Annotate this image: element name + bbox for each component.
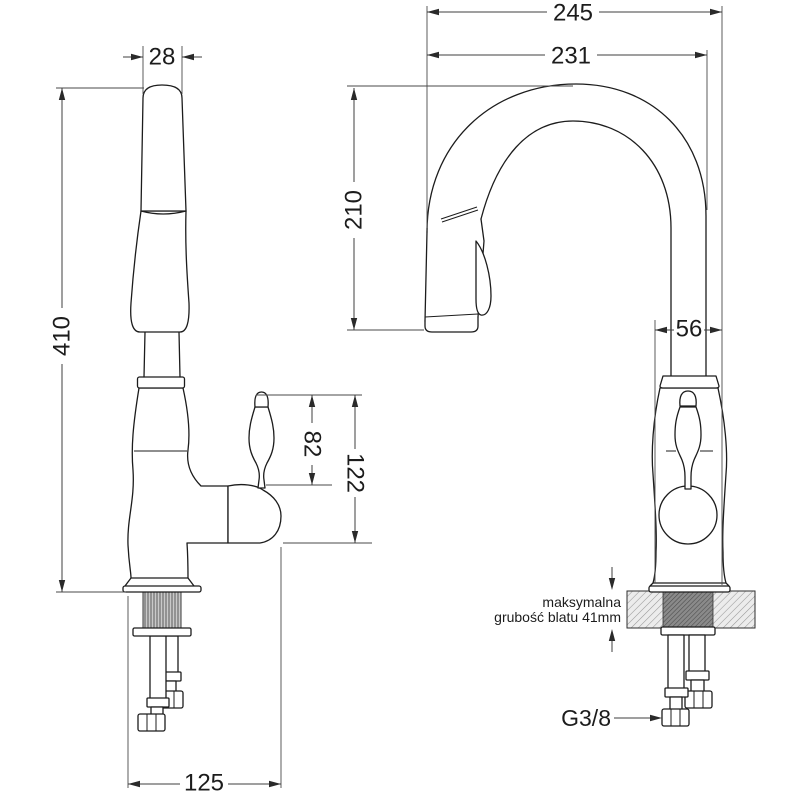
dim-label-125: 125 — [183, 769, 225, 797]
hose-coupling — [147, 698, 169, 707]
faucet-body — [128, 388, 228, 578]
hose-coupling — [686, 671, 709, 680]
dim-label-245: 245 — [552, 0, 594, 27]
arrowhead-left-icon — [655, 327, 667, 333]
arrowhead-left-icon — [427, 9, 439, 15]
thread-label: G3/8 — [561, 705, 611, 731]
side-view — [123, 85, 281, 731]
handle-cap — [255, 392, 268, 407]
arrowhead-right-icon — [710, 327, 722, 333]
spray-head — [425, 207, 491, 332]
aerator-cap — [425, 317, 478, 332]
spout-inner-arc — [481, 121, 671, 376]
hose-hex-nut — [662, 709, 689, 726]
side-mounting-hardware — [138, 636, 183, 731]
base-plate — [649, 586, 730, 592]
arrowhead-left-icon — [182, 54, 194, 60]
threaded-shank — [143, 592, 181, 628]
base-plate — [123, 586, 201, 592]
arrowhead-up-icon — [351, 88, 357, 100]
arrowhead-up-icon — [59, 88, 65, 100]
supply-hose-short — [689, 635, 705, 673]
spray-head-left — [425, 232, 427, 321]
dim-label-410: 410 — [48, 315, 76, 357]
arrowhead-right-icon — [710, 9, 722, 15]
arrowhead-left-icon — [128, 781, 140, 787]
dim-label-82: 82 — [298, 430, 326, 458]
hose-hex-nut — [685, 691, 712, 708]
hose-hex-nut — [138, 714, 165, 731]
spout-cone — [131, 211, 189, 332]
dim-label-122: 122 — [341, 452, 369, 494]
front-mounting-hardware — [661, 627, 715, 726]
arrowhead-right-icon — [131, 54, 143, 60]
front-view — [425, 84, 755, 726]
arrowhead-down-icon — [309, 473, 315, 485]
handle-cap — [680, 391, 696, 406]
lever-handle — [249, 392, 274, 488]
dim-label-56: 56 — [675, 315, 703, 343]
arrowhead-down-icon — [609, 578, 615, 590]
dim-label-231: 231 — [550, 42, 592, 70]
base-flare — [125, 578, 194, 586]
hose-coupling — [665, 688, 688, 697]
shank-through-counter — [663, 592, 713, 627]
arrowhead-right-icon — [650, 715, 662, 721]
supply-hose-long — [150, 636, 166, 700]
spout-tip — [141, 85, 186, 211]
aerator-band — [425, 314, 478, 317]
spout-neck — [144, 332, 180, 377]
counter-note-line2: grubość blatu 41mm — [494, 609, 621, 625]
arrowhead-right-icon — [269, 781, 281, 787]
flange-nut — [661, 627, 715, 635]
mounting-flange — [133, 628, 191, 636]
dim-spout-clearance — [341, 86, 574, 330]
counter-note-line1: maksymalna — [542, 594, 621, 610]
head-seam — [441, 207, 478, 222]
thread-callout — [561, 705, 662, 731]
arrowhead-down-icon — [351, 318, 357, 330]
hose-segment — [670, 697, 682, 710]
front-collar — [660, 376, 719, 388]
arrowhead-up-icon — [609, 629, 615, 641]
dim-handle-overall-height — [283, 395, 372, 543]
dim-label-28: 28 — [148, 43, 176, 71]
countertop-thickness-note — [494, 567, 621, 652]
supply-hose-long — [668, 635, 684, 690]
arrowhead-down-icon — [59, 580, 65, 592]
handle-bell — [249, 407, 274, 488]
arrowhead-up-icon — [309, 395, 315, 407]
hose-segment — [691, 680, 704, 692]
handle-knuckle — [228, 485, 281, 543]
arrowhead-right-icon — [695, 52, 707, 58]
arrowhead-up-icon — [352, 395, 358, 407]
arrowhead-left-icon — [427, 52, 439, 58]
handle-boss-circle — [659, 486, 717, 544]
spout-collar — [138, 377, 185, 388]
arrowhead-down-icon — [352, 531, 358, 543]
dim-label-210: 210 — [340, 189, 368, 231]
